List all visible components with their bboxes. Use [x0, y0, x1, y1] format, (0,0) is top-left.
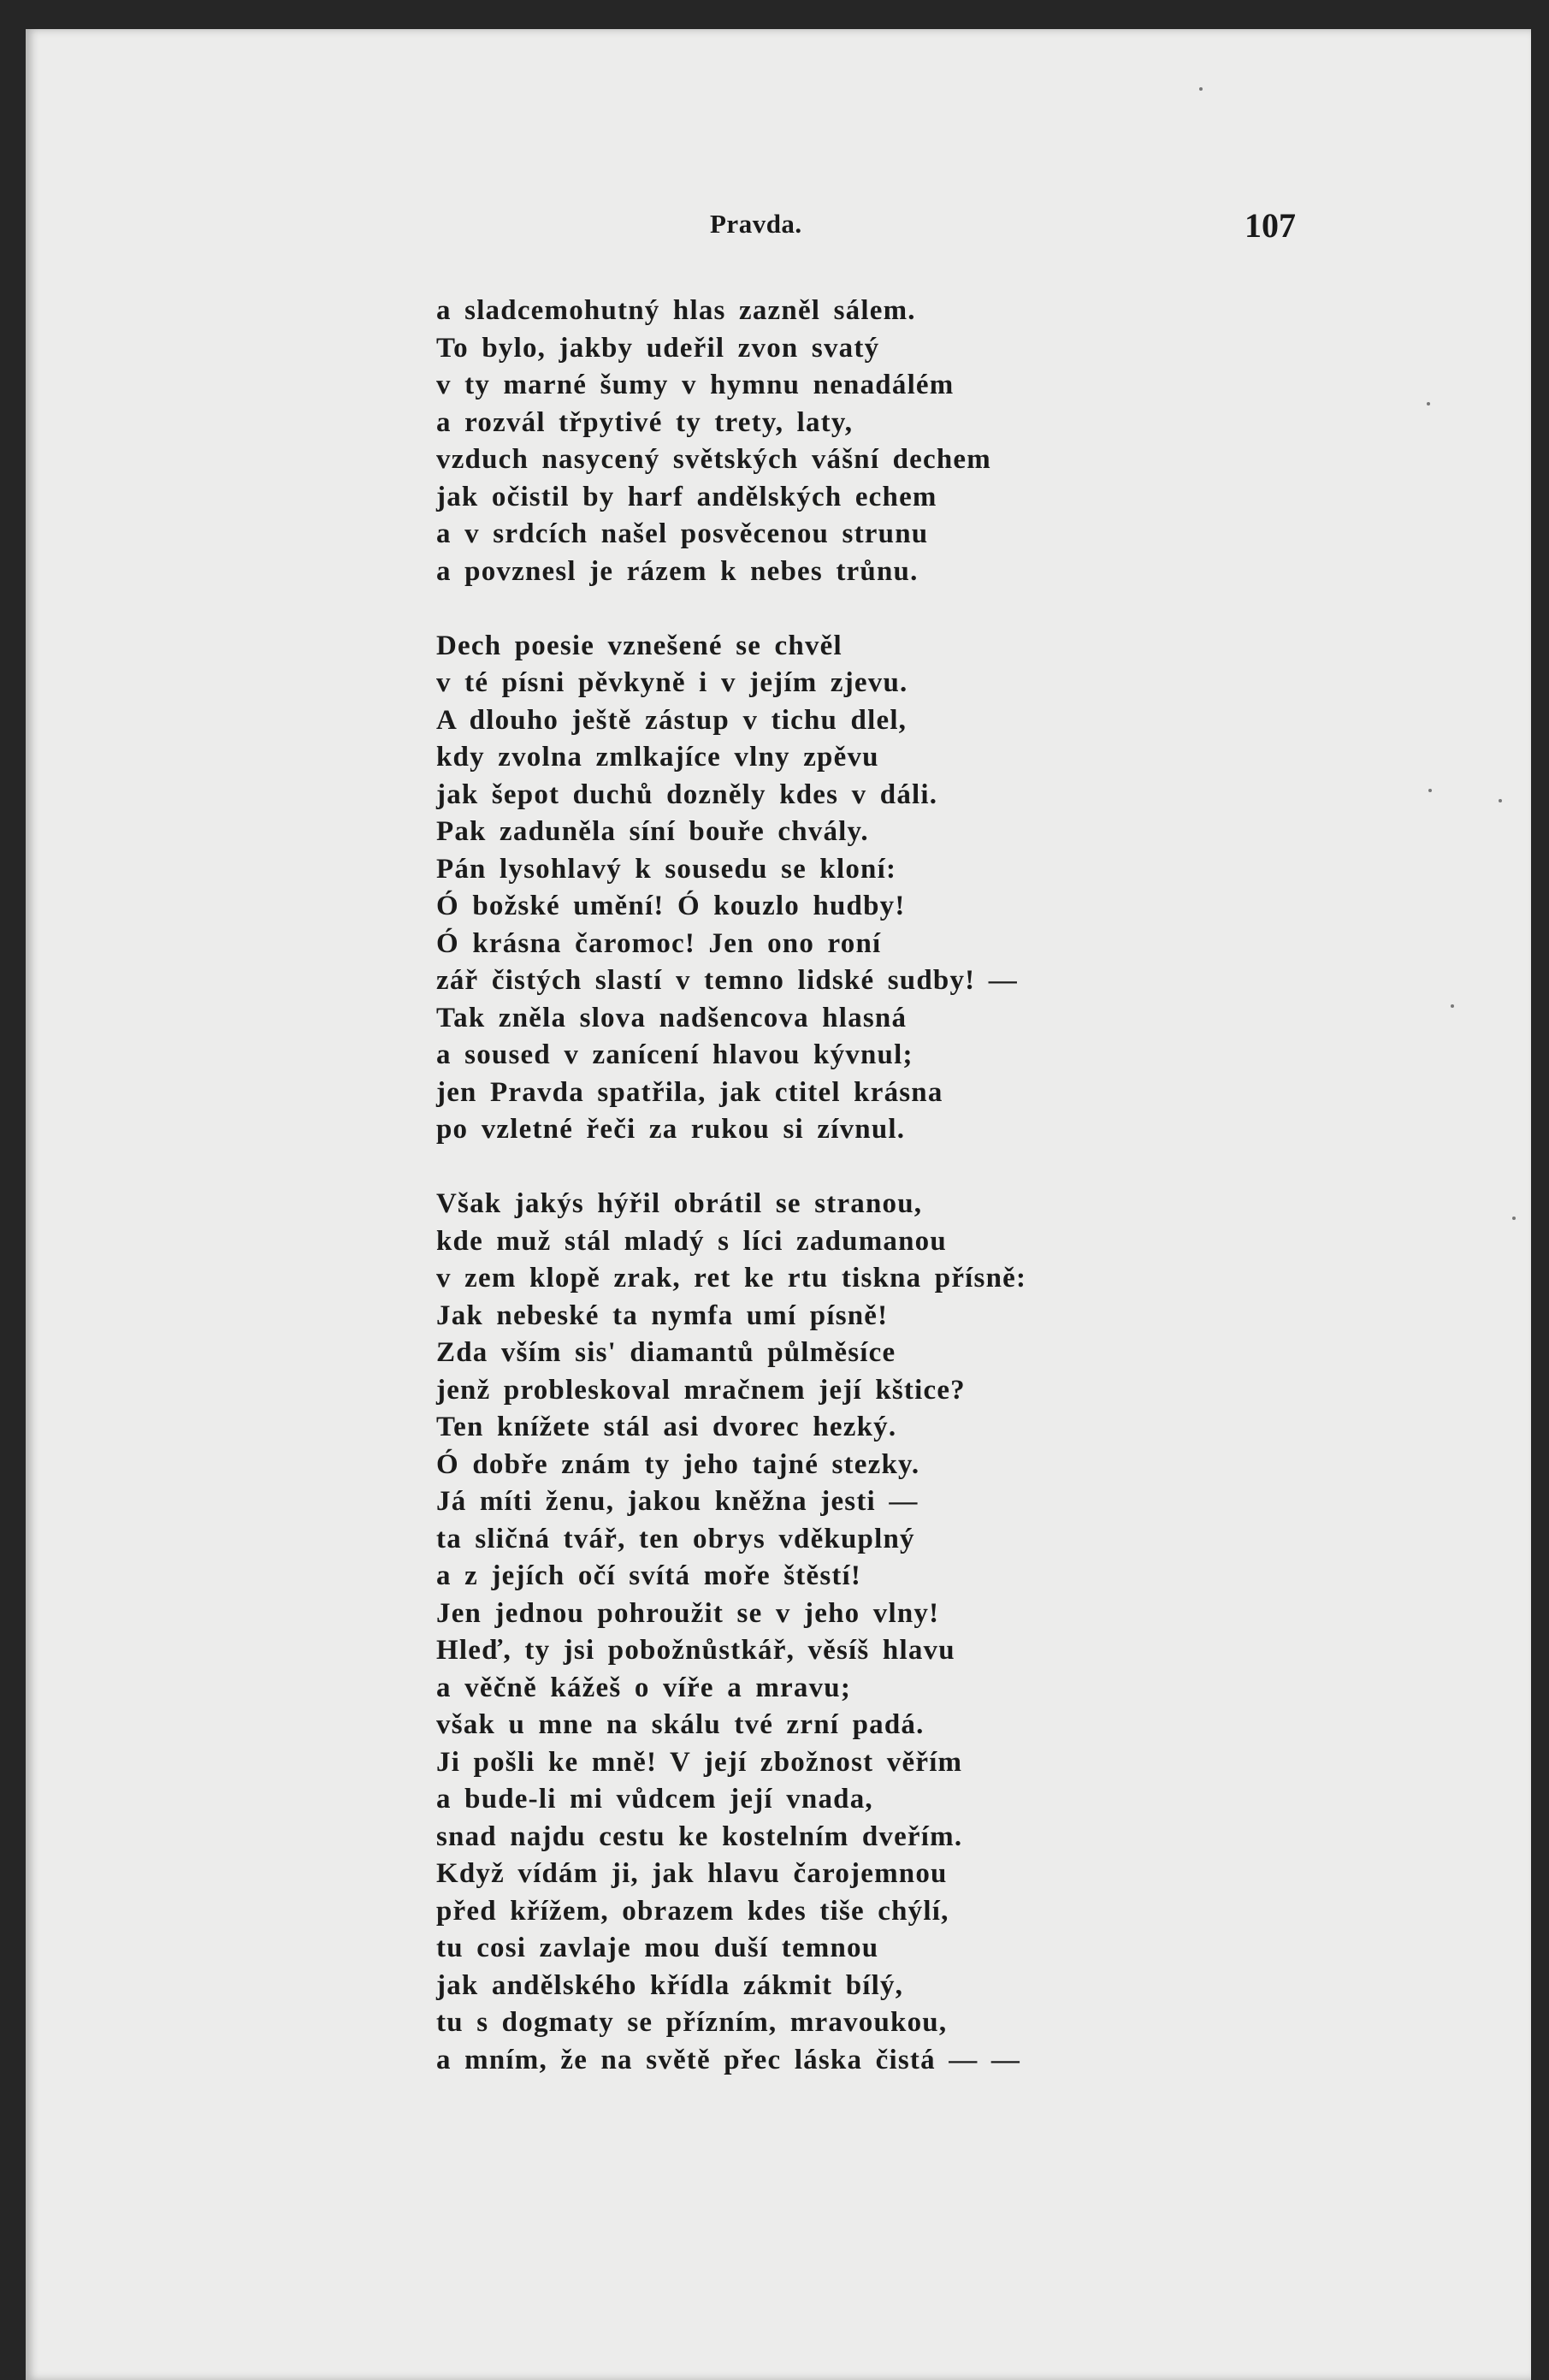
verse-line: po vzletné řeči za rukou si zívnul.: [436, 1114, 906, 1145]
verse-line: Ó krásna čaromoc! Jen ono roní: [436, 927, 882, 959]
verse-line: Dech poesie vznešené se chvěl: [436, 630, 842, 661]
stanza-3: [436, 1186, 1292, 2079]
verse-line: tu s dogmaty se přízním, mravoukou,: [436, 2007, 948, 2038]
verse-line: Jen jednou pohroužit se v jeho vlny!: [436, 1597, 940, 1629]
verse-line: a povznesl je rázem k nebes trůnu.: [436, 555, 919, 587]
verse-line: a z jejích očí svítá moře štěstí!: [436, 1560, 862, 1591]
paper-speck: [1512, 1217, 1516, 1220]
paper-speck: [1427, 402, 1430, 406]
verse-line: jenž probleskoval mračnem její kštice?: [436, 1374, 966, 1406]
verse-line: a sladcemohutný hlas zazněl sálem.: [436, 295, 916, 326]
verse-line: Ji pošli ke mně! V její zbožnost věřím: [436, 1746, 963, 1778]
verse-line: zář čistých slastí v temno lidské sudby! —: [436, 965, 1019, 996]
page-header: [26, 206, 1531, 246]
verse-line: kdy zvolna zmlkajíce vlny zpěvu: [436, 742, 879, 773]
paper-speck: [1499, 799, 1502, 802]
verse-line: A dlouho ještě zástup v tichu dlel,: [436, 704, 908, 736]
verse-line: a bude-li mi vůdcem její vnada,: [436, 1784, 873, 1815]
verse-line: Však jakýs hýřil obrátil se stranou,: [436, 1188, 923, 1219]
verse-line: v ty marné šumy v hymnu nenadálém: [436, 370, 955, 400]
stanza-2: [436, 628, 1292, 1149]
paper-speck: [1451, 1004, 1454, 1008]
verse-line: a rozvál třpytivé ty trety, laty,: [436, 406, 854, 438]
verse-line: tu cosi zavlaje mou duší temnou: [436, 1933, 879, 1963]
verse-line: Ten knížete stál asi dvorec hezký.: [436, 1412, 897, 1442]
paper-speck: [1199, 87, 1203, 91]
verse-line: jak očistil by harf andělských echem: [436, 481, 937, 512]
page-sheet: [26, 29, 1531, 2380]
verse-line: jak andělského křídla zákmit bílý,: [436, 1969, 904, 2001]
stanza-1: [436, 293, 1292, 590]
verse-line: jen Pravda spatřila, jak ctitel krásna: [436, 1076, 943, 1108]
verse-line: jak šepot duchů dozněly kdes v dáli.: [436, 779, 938, 810]
verse-line: To bylo, jakby udeřil zvon svatý: [436, 332, 880, 364]
verse-line: Zda vším sis' diamantů půlměsíce: [436, 1337, 896, 1368]
verse-line: Hleď, ty jsi pobožnůstkář, věsíš hlavu: [436, 1635, 955, 1666]
verse-line: Ó dobře znám ty jeho tajné stezky.: [436, 1448, 920, 1480]
verse-line: a mním, že na světě přec láska čistá — —: [436, 2044, 1021, 2075]
verse-line: a soused v zanícení hlavou kývnul;: [436, 1039, 913, 1070]
verse-line: kde muž stál mladý s líci zadumanou: [436, 1225, 947, 1257]
verse-line: v zem klopě zrak, ret ke rtu tiskna přísně:: [436, 1263, 1027, 1294]
verse-line: a věčně kážeš o víře a mravu;: [436, 1672, 852, 1703]
verse-line: Když vídám ji, jak hlavu čarojemnou: [436, 1858, 948, 1889]
verse-line: Jak nebeské ta nymfa umí písně!: [436, 1300, 889, 1331]
verse-line: před křížem, obrazem kdes tiše chýlí,: [436, 1895, 949, 1927]
verse-line: snad najdu cestu ke kostelním dveřím.: [436, 1821, 963, 1852]
verse-line: však u mne na skálu tvé zrní padá.: [436, 1709, 925, 1740]
verse-line: vzduch nasycený světských vášní dechem: [436, 444, 991, 475]
verse-line: Já míti ženu, jakou kněžna jesti —: [436, 1486, 919, 1517]
verse-line: Pak zaduněla síní bouře chvály.: [436, 816, 869, 847]
verse-line: v té písni pěvkyně i v jejím zjevu.: [436, 667, 908, 698]
paper-speck: [1428, 789, 1432, 792]
verse-line: Ó božské umění! Ó kouzlo hudby!: [436, 891, 906, 921]
running-title: Pravda.: [710, 209, 802, 239]
verse-line: a v srdcích našel posvěcenou strunu: [436, 518, 929, 549]
verse-line: ta sličná tvář, ten obrys vděkuplný: [436, 1523, 915, 1554]
page-number: 107: [1245, 206, 1296, 245]
verse-line: Pán lysohlavý k sousedu se kloní:: [436, 853, 897, 885]
verse-line: Tak zněla slova nadšencova hlasná: [436, 1002, 908, 1033]
poem-text: [436, 293, 1292, 2079]
